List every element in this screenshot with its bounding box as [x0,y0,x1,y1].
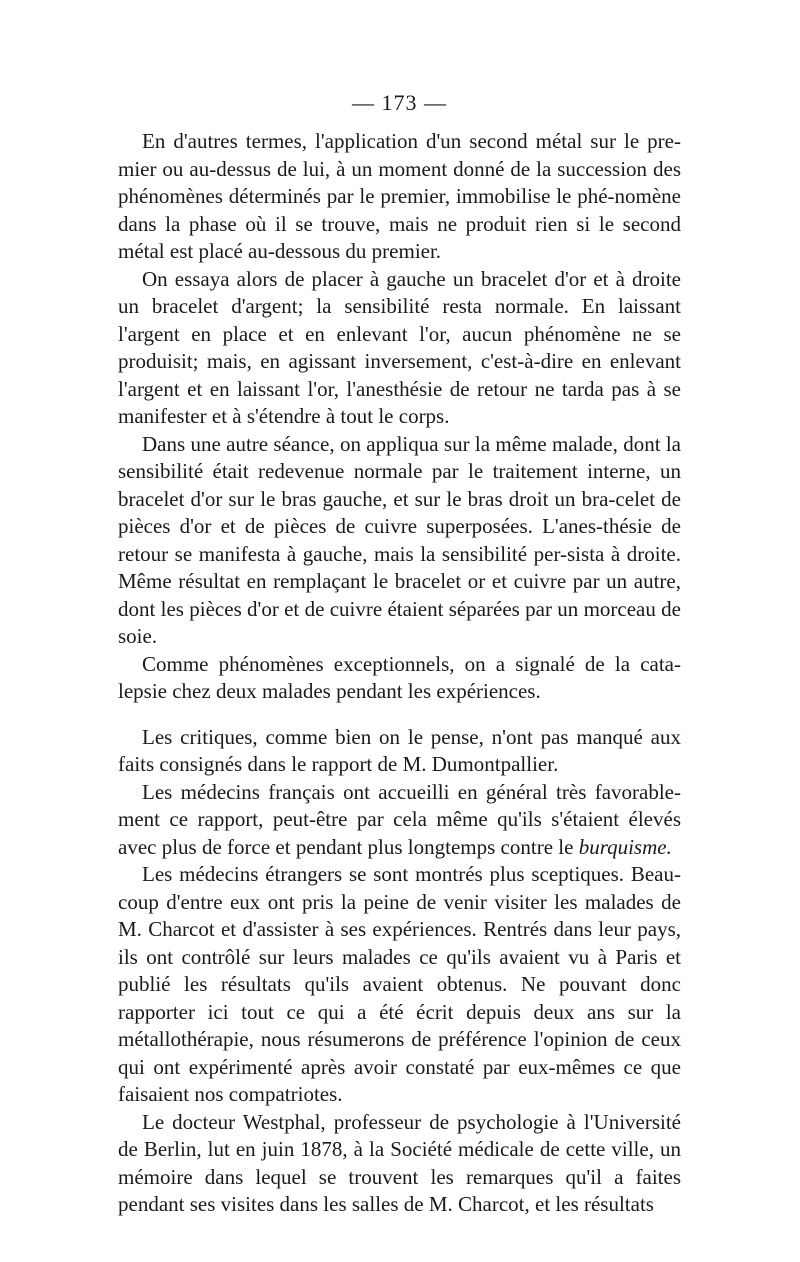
book-page [118,86,681,1219]
paragraph-4: Comme phénomènes exceptionnels, on a signalé de la cata-lepsie chez deux malades pendant les expériences. [118,651,681,703]
paragraph-2: On essaya alors de placer à gauche un bracelet d'or et à droite un bracelet d'argent; la sensibilité resta normale. En laissant l'argent en place et en enlevant l'or, aucun phénomène ne se produisit; mais, en agissant inversement, c'est-à-dire en enlevant l'argent et en laissant l'or, l'anesthésie de retour ne tarda pas à se manifester et à s'étendre à tout le corps. [118,266,681,428]
paragraph-6 [118,779,681,862]
paragraph-5: Les critiques, comme bien on le pense, n'ont pas manqué aux faits consignés dans le rapport de M. Dumontpallier. [118,724,681,776]
paragraph-6-text: Les médecins français ont accueilli en général très favorable-ment ce rapport, peut-être par cela même qu'ils s'étaient élevés avec plus de force et pendant plus longtemps contre le [118,779,681,859]
paragraph-8: Le docteur Westphal, professeur de psychologie à l'Université de Berlin, lut en juin 1878, à la Société médicale de cette ville, un mémoire dans lequel se trouvent les remarques qu'il a faites pendant ses visites dans les salles de M. Charcot, et les résultats [118,1109,681,1216]
italic-term: burquisme. [578,834,672,859]
paragraph-7: Les médecins étrangers se sont montrés plus sceptiques. Beau-coup d'entre eux ont pris la peine de venir visiter les malades de M. Charcot et d'assister à ses expériences. Rentrés dans leur pays, ils ont contrôlé sur leurs malades ce qu'ils avaient vu à Paris et publié les résultats qu'ils avaient obtenus. Ne pouvant donc rapporter ici tout ce qui a été écrit depuis deux ans sur la métallothérapie, nous résumerons de préférence l'opinion de ceux qui ont expérimenté après avoir constaté par eux-mêmes ce que faisaient nos compatriotes. [118,862,681,1106]
paragraph-1: En d'autres termes, l'application d'un second métal sur le pre-mier ou au-dessus de lui, à un moment donné de la succession des phénomènes déterminés par le premier, immobilise le phé-nomène dans la phase où il se trouve, mais ne produit rien si le second métal est placé au-dessous du premier. [118,129,681,263]
paragraph-3: Dans une autre séance, on appliqua sur la même malade, dont la sensibilité était redevenue normale par le traitement interne, un bracelet d'or sur le bras gauche, et sur le bras droit un bra-celet de pièces d'or et de pièces de cuivre superposées. L'anes-thésie de retour se manifesta à gauche, mais la sensibilité per-sista à droite. Même résultat en remplaçant le bracelet or et cuivre par un autre, dont les pièces d'or et de cuivre étaient séparées par un morceau de soie. [118,431,681,648]
page-number: — 173 — [352,90,447,115]
